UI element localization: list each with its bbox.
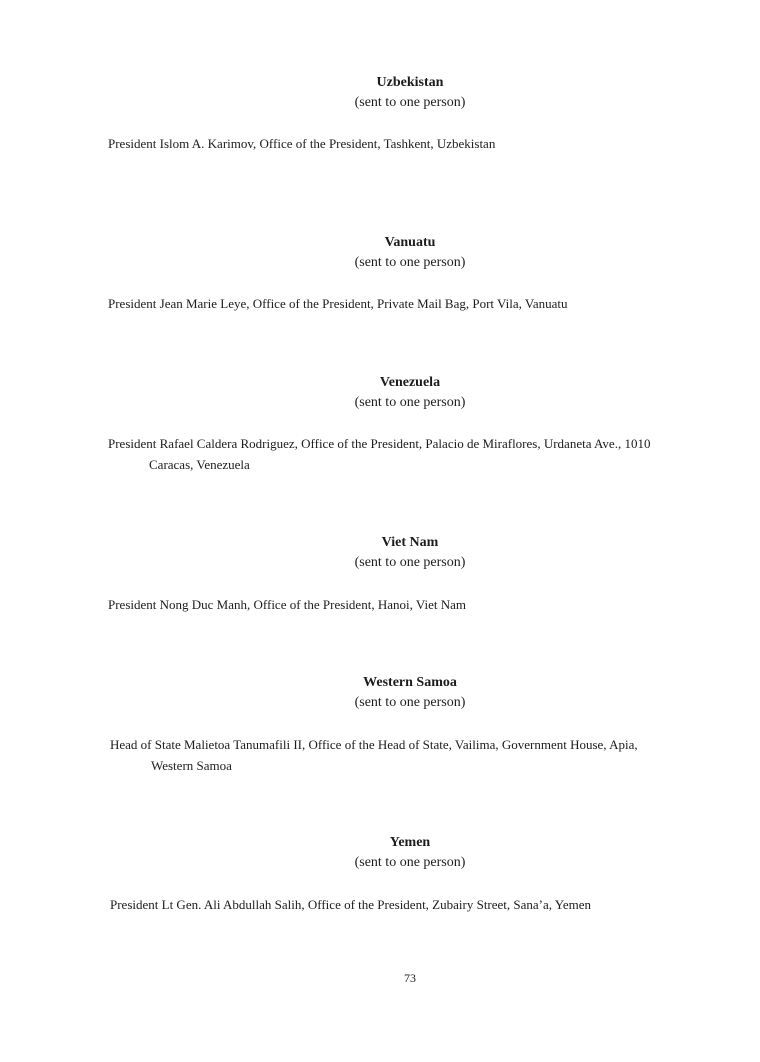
country-heading: Western Samoa — [363, 675, 457, 690]
country-heading: Venezuela — [379, 375, 441, 390]
country-heading: Vanuatu — [384, 235, 436, 250]
entry-line: President Lt Gen. Ali Abdullah Salih, Office of the President, Zubairy Street, Sana’a, Yemen — [110, 897, 592, 912]
recipient-count: (sent to one person) — [354, 695, 466, 710]
entry-line: Head of State Malietoa Tanumafili II, Office of the Head of State, Vailima, Government House, Apia, — [110, 737, 638, 752]
country-heading: Viet Nam — [381, 535, 439, 550]
recipient-entry — [108, 594, 466, 615]
entry-line: President Rafael Caldera Rodriguez, Office of the President, Palacio de Miraflores, Urdaneta Ave., 1010 — [108, 436, 651, 451]
recipient-entry — [110, 894, 591, 915]
entry-line-continuation: Caracas, Venezuela — [149, 457, 250, 472]
page-number: 73 — [404, 971, 416, 985]
entry-line: President Islom A. Karimov, Office of the President, Tashkent, Uzbekistan — [108, 136, 496, 151]
recipient-entry — [108, 433, 650, 475]
entry-line: President Jean Marie Leye, Office of the President, Private Mail Bag, Port Vila, Vanuatu — [108, 296, 568, 311]
entry-line-continuation: Western Samoa — [151, 758, 232, 773]
recipient-count: (sent to one person) — [354, 555, 466, 570]
recipient-count: (sent to one person) — [354, 855, 466, 870]
entry-line: President Nong Duc Manh, Office of the President, Hanoi, Viet Nam — [108, 597, 466, 612]
recipient-entry — [108, 133, 495, 154]
recipient-count: (sent to one person) — [354, 255, 466, 270]
recipient-entry — [108, 293, 568, 314]
recipient-entry — [110, 734, 638, 776]
country-heading: Yemen — [389, 835, 431, 850]
recipient-count: (sent to one person) — [354, 95, 466, 110]
country-heading: Uzbekistan — [376, 75, 444, 90]
recipient-count: (sent to one person) — [354, 395, 466, 410]
